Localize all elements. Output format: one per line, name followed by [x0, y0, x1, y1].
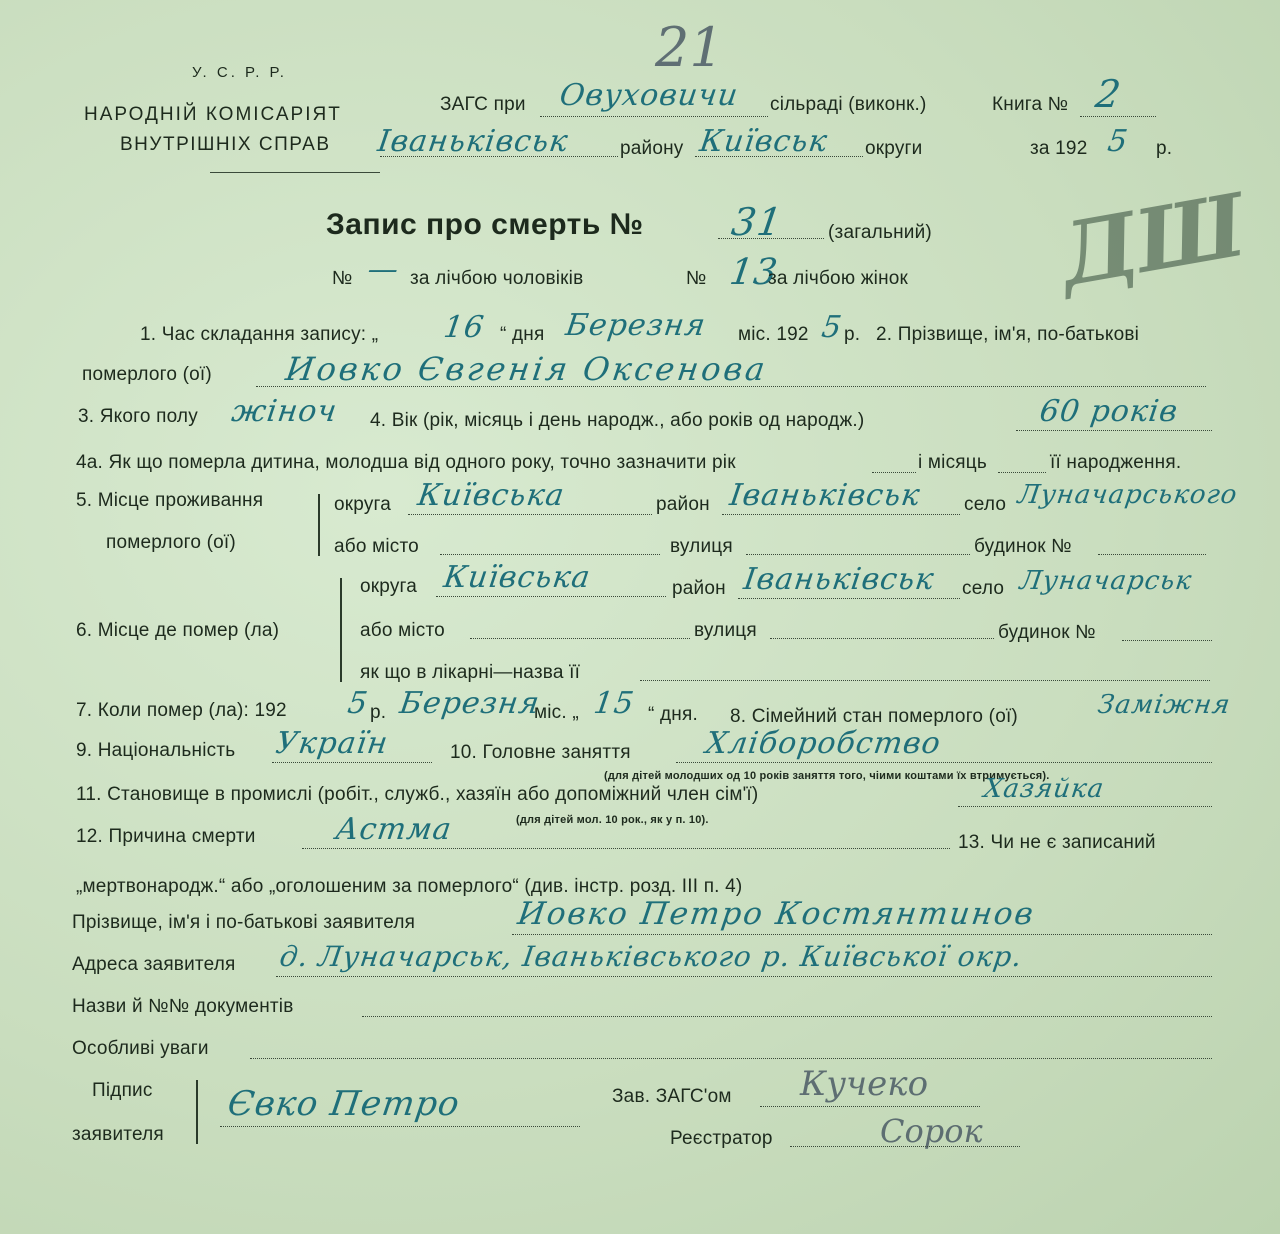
- okruha-line: [695, 156, 863, 157]
- f2-label: 2. Прізвище, ім'я, по-батькові: [876, 324, 1140, 345]
- book-label: Книга №: [992, 94, 1069, 115]
- f10-line: [676, 762, 1212, 763]
- f6-likarnia-line: [640, 680, 1210, 681]
- okruha-value: Київськ: [697, 124, 831, 159]
- f6-selo: село: [962, 578, 1005, 599]
- commissariat-line1: НАРОДНІЙ КОМІСАРІЯТ: [84, 104, 342, 125]
- commissariat-line2: ВНУТРІШНІХ СПРАВ: [120, 134, 331, 155]
- notes-label: Особливі уваги: [72, 1038, 209, 1059]
- registrar-line: [790, 1146, 1020, 1147]
- sign-label2: заявителя: [72, 1124, 164, 1145]
- notes-line: [250, 1058, 1212, 1059]
- f2-line: [256, 386, 1206, 387]
- f6-label: 6. Місце де помер (ла): [76, 620, 280, 641]
- top-pencil-mark: 21: [655, 16, 724, 79]
- f4a-label: 4а. Як що померла дитина, молодша від одного року, точно зазначити рік: [76, 452, 736, 473]
- f7-month-suffix: міс. „: [534, 702, 579, 723]
- f10-label: 10. Головне заняття: [450, 742, 631, 763]
- raion-label: району: [620, 138, 684, 159]
- f5-raion-line: [722, 514, 960, 515]
- f4a-month-line: [998, 472, 1046, 473]
- year-label: за 192: [1030, 138, 1088, 159]
- f8-label: 8. Сімейний стан померлого (ої): [730, 706, 1018, 727]
- f1-day-suffix: “ дня: [500, 324, 545, 345]
- f10-note: (для дітей молодших од 10 років заняття того, чіими коштами їх втримується).: [604, 770, 1050, 782]
- f6-raion-value: Іваньківськ: [741, 562, 937, 597]
- f11-note: (для дітей мол. 10 рок., як у п. 10).: [516, 814, 709, 826]
- f7-year: 5: [345, 686, 371, 721]
- f9-label: 9. Національність: [76, 740, 236, 761]
- women-value: 13: [727, 252, 781, 293]
- f6-budynok: будинок №: [998, 622, 1096, 643]
- f5-misto-line: [440, 554, 660, 555]
- f5-label1: 5. Місце проживання: [76, 490, 264, 511]
- f5-budynok-line: [1098, 554, 1206, 555]
- record-number-line: [718, 238, 824, 239]
- address-value: д. Луначарськ, Іваньківського р. Київської окр.: [277, 940, 1025, 973]
- header-rule: [210, 172, 380, 173]
- docs-label: Назви й №№ документів: [72, 996, 294, 1017]
- f7-day: 15: [591, 686, 637, 721]
- f1-label: 1. Час складання запису: „: [140, 324, 379, 345]
- raion-line: [380, 156, 618, 157]
- f4-line: [1016, 430, 1212, 431]
- f4a-end: її народження.: [1050, 452, 1182, 473]
- f5-budynok: будинок №: [974, 536, 1072, 557]
- f6-selo-value: Луначарськ: [1017, 566, 1195, 596]
- f11-line: [958, 806, 1212, 807]
- f6-raion: район: [672, 578, 726, 599]
- f6-vulytsia-line: [770, 638, 994, 639]
- men-label: за лічбою чоловіків: [410, 268, 584, 289]
- registrar-signature: Сорок: [880, 1112, 983, 1150]
- f4a-month: і місяць: [918, 452, 987, 473]
- f5-okruha-value: Київська: [415, 478, 567, 513]
- f1-day: 16: [441, 310, 487, 345]
- zags-label: ЗАГС при: [440, 94, 526, 115]
- head-signature: Кучеко: [800, 1064, 929, 1104]
- f5-selo: село: [964, 494, 1007, 515]
- f5-brace: [318, 494, 320, 556]
- sign-value: Євко Петро: [225, 1084, 463, 1124]
- f1-year: 5: [819, 310, 845, 345]
- record-number: 31: [728, 200, 786, 244]
- f5-selo-value: Луначарського: [1015, 480, 1240, 510]
- f9-line: [272, 762, 432, 763]
- f7-day-suffix: “ дня.: [648, 704, 698, 725]
- f7-month: Березня: [397, 686, 543, 721]
- f5-raion-value: Іваньківськ: [727, 478, 923, 513]
- f2-label2: померлого (ої): [82, 364, 212, 385]
- men-value: —: [365, 252, 402, 287]
- address-label: Адреса заявителя: [72, 954, 236, 975]
- f6-misto-line: [470, 638, 690, 639]
- f12-value: Астма: [333, 812, 455, 847]
- f5-okruha-line: [408, 514, 652, 515]
- f6-raion-line: [738, 598, 960, 599]
- f6-brace: [340, 578, 342, 682]
- f6-okruha: округа: [360, 576, 418, 597]
- f6-okruha-line: [436, 596, 666, 597]
- f8-value: Заміжня: [1095, 690, 1233, 720]
- docs-line: [362, 1016, 1212, 1017]
- silrada-label: сільраді (виконк.): [770, 94, 927, 115]
- f6-vulytsia: вулиця: [694, 620, 757, 641]
- book-line: [1080, 116, 1156, 117]
- f4a-year-line: [872, 472, 916, 473]
- f13-line2: „мертвонародж.“ або „оголошеним за померлого“ (див. інстр. розд. III п. 4): [76, 876, 743, 897]
- f10-value: Хліборобство: [703, 726, 944, 761]
- stamp-mark: ДШ: [1052, 174, 1253, 307]
- f6-likarnia: як що в лікарні—назва її: [360, 662, 581, 683]
- f7-label: 7. Коли помер (ла): 192: [76, 700, 287, 721]
- f4-label: 4. Вік (рік, місяць і день народж., або років од народж.): [370, 410, 865, 431]
- f3-value: жіноч: [229, 394, 340, 429]
- f4-value: 60 років: [1037, 394, 1181, 429]
- f5-misto: або місто: [334, 536, 419, 557]
- f3-label: 3. Якого полу: [78, 406, 198, 427]
- f7-year-suffix: р.: [370, 702, 387, 723]
- f6-okruha-value: Київська: [441, 560, 593, 595]
- women-label: за лічбою жінок: [768, 268, 909, 289]
- f5-okruha: округа: [334, 494, 392, 515]
- sign-label1: Підпис: [92, 1080, 153, 1101]
- okruha-label: округи: [865, 138, 923, 159]
- women-no-label: №: [686, 268, 707, 289]
- applicant-label: Прізвище, ім'я і по-батькові заявителя: [72, 912, 416, 933]
- f9-value: Україн: [273, 726, 391, 761]
- f11-label: 11. Становище в промислі (робіт., служб., хазяїн або допоміжний член сім'ї): [76, 784, 759, 805]
- f12-line: [302, 848, 950, 849]
- book-value: 2: [1092, 72, 1125, 116]
- sign-brace: [196, 1080, 198, 1144]
- f5-vulytsia-line: [746, 554, 970, 555]
- f2-value: Иовко Євгенія Оксенова: [283, 350, 771, 388]
- year-suffix: р.: [1156, 138, 1173, 159]
- head-label: Зав. ЗАГС'ом: [612, 1086, 732, 1107]
- head-line: [760, 1106, 980, 1107]
- f13-label: 13. Чи не є записаний: [958, 832, 1156, 853]
- zags-value: Овуховичи: [557, 78, 741, 113]
- f1-month: Березня: [563, 308, 709, 343]
- zags-line: [540, 116, 768, 117]
- f5-raion: район: [656, 494, 710, 515]
- f12-label: 12. Причина смерти: [76, 826, 256, 847]
- f5-label2: померлого (ої): [106, 532, 236, 553]
- f1-year-suffix: р.: [844, 324, 861, 345]
- f5-vulytsia: вулиця: [670, 536, 733, 557]
- f6-budynok-line: [1122, 640, 1212, 641]
- record-title: Запис про смерть №: [326, 208, 644, 241]
- men-no-label: №: [332, 268, 353, 289]
- sign-line: [220, 1126, 580, 1127]
- record-suffix: (загальний): [828, 222, 932, 243]
- f11-value: Хазяйка: [981, 774, 1107, 804]
- address-line: [276, 976, 1212, 977]
- raion-value: Іваньківськ: [375, 124, 571, 159]
- applicant-value: Иовко Петро Костянтинов: [515, 896, 1038, 932]
- year-value: 5: [1105, 124, 1131, 159]
- f6-misto: або місто: [360, 620, 445, 641]
- applicant-line: [512, 934, 1212, 935]
- republic-label: У. С. Р. Р.: [192, 64, 287, 81]
- f1-year-label: міс. 192: [738, 324, 809, 345]
- registrar-label: Реєстратор: [670, 1128, 773, 1149]
